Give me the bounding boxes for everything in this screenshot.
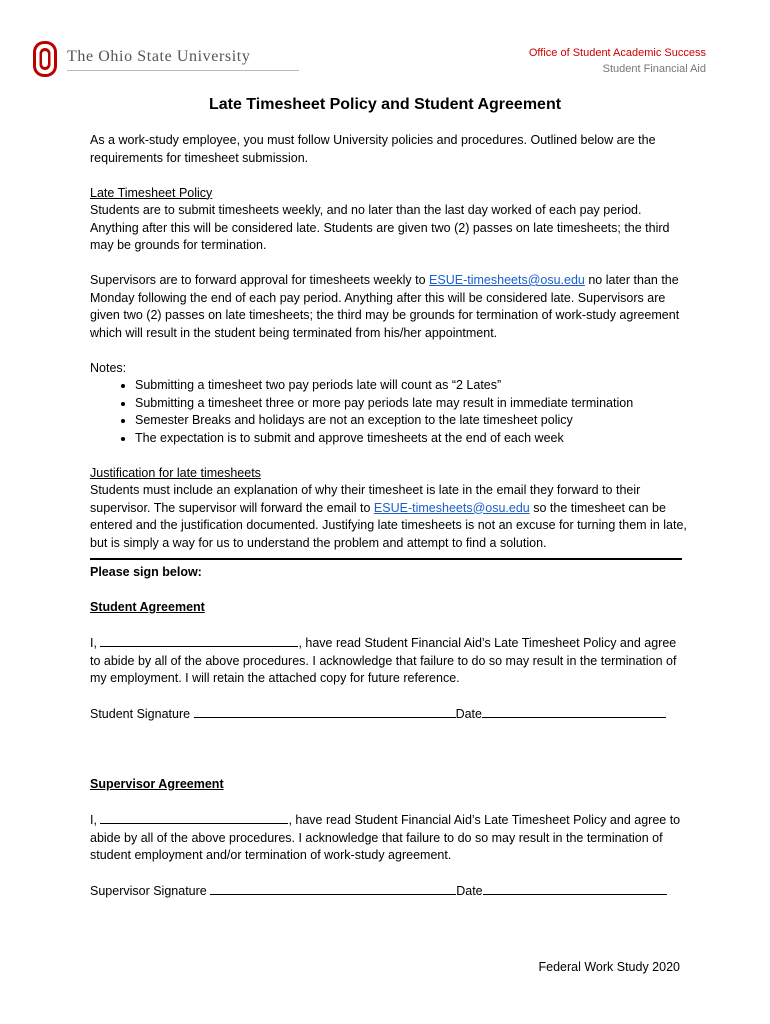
- sign-below-label: Please sign below:: [90, 565, 202, 579]
- list-item: • Submitting a timesheet three or more pay periods late may result in immediate termination: [135, 395, 690, 413]
- footer-text: Federal Work Study 2020: [538, 960, 680, 974]
- policy-students-paragraph: Students are to submit timesheets weekly, and no later than the last day worked of each pay period. Anything after this will be considered late. Students are given two (2) passes on late timesheets; the third may be grounds for termination.: [90, 203, 670, 252]
- notes-label: Notes:: [90, 360, 127, 375]
- student-agreement-text: , have read Student Financial Aid’s Late Timesheet Policy and agree to abide by all of the above procedures. I acknowledge that failure to do so may result in the termination of my employment. I will retain the attached copy for future reference.: [90, 636, 677, 685]
- justification-text-start: Students must include an explanation of why their timesheet is late in the email they forward to their supervisor. The supervisor will forward the email to: [90, 483, 641, 515]
- policy-heading: Late Timesheet Policy: [90, 185, 213, 200]
- student-agreement-paragraph: [90, 634, 690, 688]
- document-title: Late Timesheet Policy and Student Agreement: [208, 96, 562, 113]
- supervisor-date-field[interactable]: [483, 882, 667, 895]
- supervisors-text-start: Supervisors are to forward approval for timesheets weekly to: [90, 273, 430, 287]
- student-agreement-heading: Student Agreement: [90, 600, 205, 614]
- email-link[interactable]: ESUE-timesheets@osu.edu: [373, 500, 530, 515]
- student-signature-label: Student Signature: [90, 707, 191, 721]
- supervisor-agreement-paragraph: [90, 811, 690, 865]
- section-divider: [90, 558, 682, 560]
- unit-name: Student Financial Aid: [602, 63, 706, 75]
- document-body: [90, 132, 690, 901]
- supervisor-signature-field[interactable]: [210, 882, 456, 895]
- supervisor-agreement-heading: Supervisor Agreement: [90, 777, 224, 791]
- student-name-field[interactable]: [100, 634, 298, 647]
- student-date-field[interactable]: [482, 705, 666, 718]
- list-item: • Semester Breaks and holidays are not an exception to the late timesheet policy: [135, 412, 690, 430]
- block-o-icon: [32, 40, 58, 78]
- supervisor-agreement-text: , have read Student Financial Aid’s Late Timesheet Policy and agree to abide by all of the above procedures. I acknowledge that failure to do so may result in the termination of student employment and/or termination of work-study agreement.: [90, 813, 681, 862]
- intro-paragraph: As a work-study employee, you must follow University policies and procedures. Outlined below are the requirements for timesheet submission.: [90, 133, 656, 165]
- policy-supervisors-paragraph: [90, 272, 690, 342]
- agreement-i: I,: [90, 813, 97, 827]
- justification-text-end: so the timesheet can be entered and the justification documented. Justifying late timesheets is not an excuse for turning them in late, but is simply a way for us to understand the problem and attempt to find a solution.: [90, 500, 687, 550]
- email-link[interactable]: ESUE-timesheets@osu.edu: [429, 273, 585, 287]
- office-block: [529, 45, 706, 77]
- supervisor-name-field[interactable]: [100, 811, 288, 824]
- osu-logo: [32, 40, 272, 82]
- student-signature-field[interactable]: [194, 705, 456, 718]
- agreement-i: I,: [90, 636, 97, 650]
- supervisor-date-label: Date: [456, 884, 483, 898]
- supervisor-signature-label: Supervisor Signature: [90, 884, 207, 898]
- notes-list: [90, 377, 690, 447]
- department-name: Office of Student Academic Success: [528, 47, 706, 59]
- justification-heading: Justification for late timesheets: [90, 465, 261, 480]
- student-date-label: Date: [455, 707, 482, 721]
- list-item: • Submitting a timesheet two pay periods late will count as “2 Lates”: [135, 377, 690, 395]
- supervisor-signature-line: [90, 882, 690, 901]
- university-name: The Ohio State University: [67, 48, 251, 65]
- logo-divider: [67, 70, 299, 71]
- list-item: • The expectation is to submit and approve timesheets at the end of each week: [135, 430, 690, 448]
- justification-paragraph: [90, 482, 690, 552]
- student-signature-line: [90, 705, 690, 724]
- supervisors-text-end: no later than the Monday following the end of each pay period. Anything after this will be considered late. Supervisors are given two (2) passes on late timesheets; the third may be grounds for termination of work-study agreement which will result in the student being terminated from his/her appointment.: [90, 273, 680, 340]
